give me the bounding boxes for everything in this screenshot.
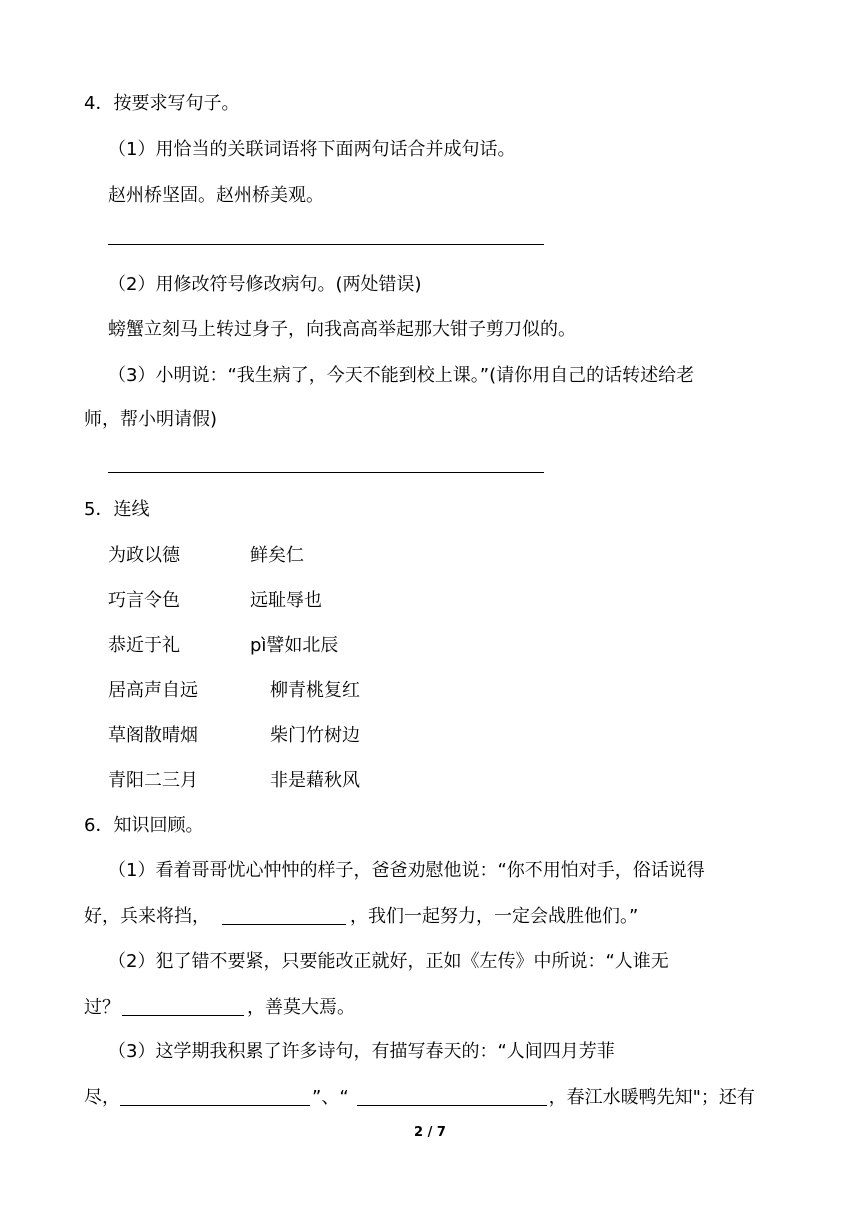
q6-part3-line1: （3）这学期我积累了许多诗句，有描写春天的：“人间四月芳菲 (108, 1041, 615, 1062)
q6-part2-text-b: ，善莫大焉。 (247, 997, 355, 1018)
q6-part3-blank-2[interactable] (357, 1085, 547, 1106)
q5-right-item[interactable]: 远耻辱也 (250, 590, 322, 611)
q4-part1-prompt: （1）用恰当的关联词语将下面两句话合并成句话。 (108, 139, 516, 160)
q6-part1-line2 (84, 904, 638, 929)
q6-part2-line1: （2）犯了错不要紧，只要能改正就好，正如《左传》中所说：“人谁无 (108, 951, 669, 972)
q5-left-item[interactable]: 为政以德 (108, 545, 180, 566)
q5-right-item[interactable]: 柴门竹树边 (270, 725, 360, 746)
q6-part1-blank[interactable] (222, 904, 346, 925)
q5-left-item[interactable]: 居高声自远 (108, 680, 198, 701)
q6-part1-text-a: 好，兵来将挡， (84, 906, 210, 927)
q6-part1-line1: （1）看着哥哥忧心忡忡的样子，爸爸劝慰他说：“你不用怕对手，俗话说得 (108, 860, 705, 881)
q5-left-item[interactable]: 草阁散晴烟 (108, 725, 198, 746)
q5-right-item[interactable]: pì譬如北辰 (250, 635, 339, 656)
q5-right-item[interactable]: 鲜矣仁 (250, 545, 304, 566)
q6-part3-line2 (84, 1085, 755, 1110)
q6-part3-text-a: 尽， (84, 1087, 120, 1108)
q6-part2-line2 (84, 995, 355, 1020)
q6-part3-text-b: ”、“ (312, 1087, 349, 1108)
q5-left-item[interactable]: 青阳二三月 (108, 770, 198, 791)
q4-part3-prompt-line2: 师，帮小明请假) (84, 409, 218, 430)
q4-part3-answer-line[interactable] (108, 472, 544, 473)
q5-left-item[interactable]: 恭近于礼 (108, 635, 180, 656)
q4-part2-prompt: （2）用修改符号修改病句。(两处错误) (108, 274, 422, 295)
q6-part2-blank[interactable] (122, 995, 244, 1016)
q5-heading: 5．连线 (84, 499, 150, 520)
q5-left-item[interactable]: 巧言令色 (108, 590, 180, 611)
q6-part3-text-c: ，春江水暖鸭先知"；还有 (548, 1087, 755, 1108)
q5-right-item[interactable]: 柳青桃复红 (270, 680, 360, 701)
q6-heading: 6．知识回顾。 (84, 815, 204, 836)
q4-part1-sentence: 赵州桥坚固。赵州桥美观。 (108, 185, 324, 206)
q6-part1-text-b: ，我们一起努力，一定会战胜他们。” (350, 906, 639, 927)
q4-part2-sentence: 螃蟹立刻马上转过身子，向我高高举起那大钳子剪刀似的。 (108, 319, 576, 340)
q6-part2-text-a: 过？ (84, 997, 120, 1018)
q4-part3-prompt-line1: （3）小明说：“我生病了，今天不能到校上课。”(请你用自己的话转述给老 (108, 365, 695, 386)
q4-part1-answer-line[interactable] (108, 244, 544, 245)
q4-heading: 4．按要求写句子。 (84, 93, 240, 114)
q5-right-item[interactable]: 非是藉秋风 (270, 770, 360, 791)
q6-part3-blank-1[interactable] (120, 1085, 310, 1106)
page-number: 2 / 7 (414, 1125, 446, 1140)
